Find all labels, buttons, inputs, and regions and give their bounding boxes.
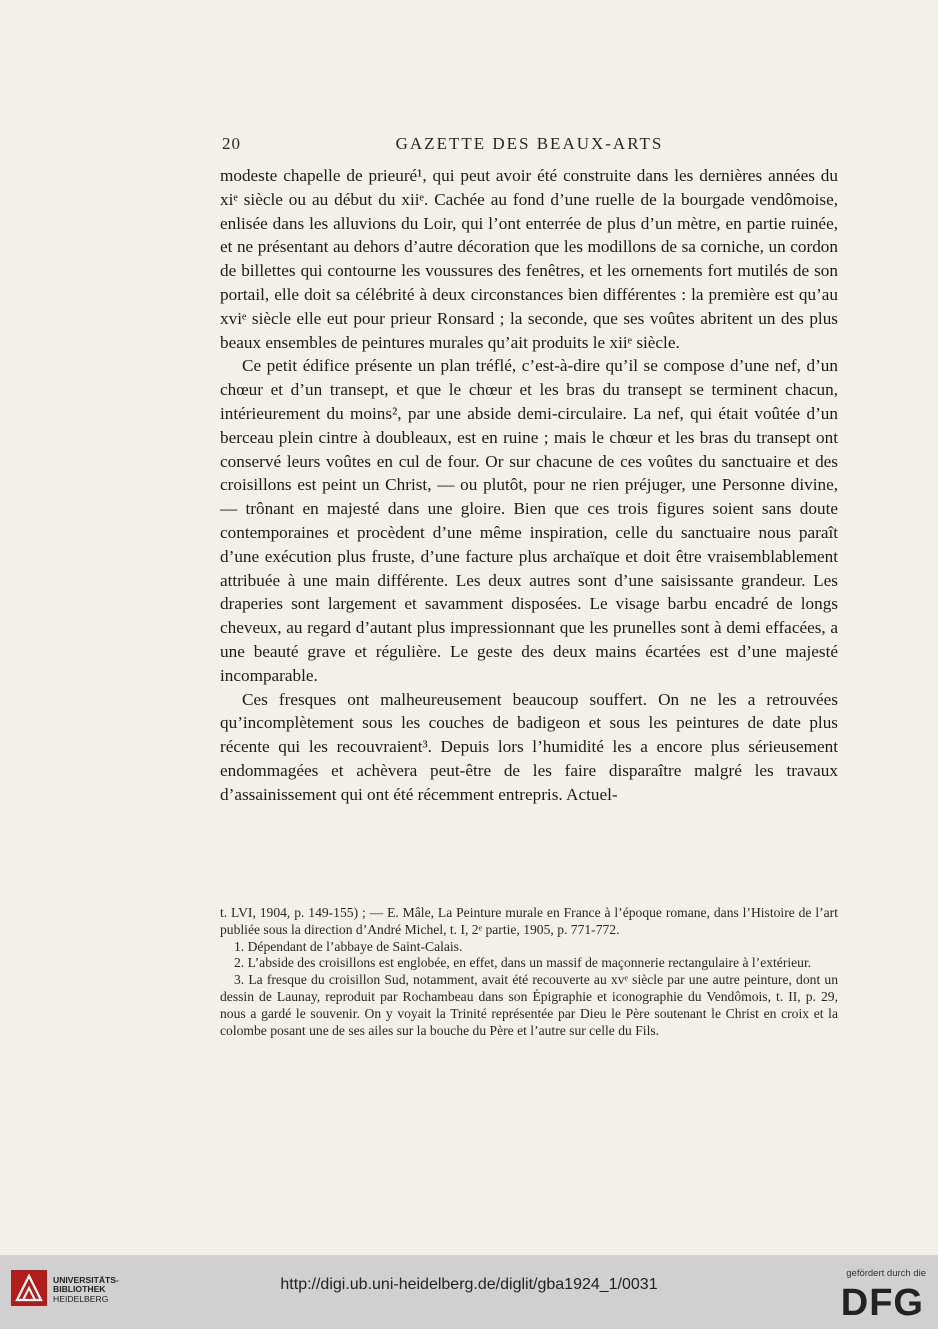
funder-caption: gefördert durch die <box>846 1268 926 1279</box>
library-name-line-3: HEIDELBERG <box>53 1293 109 1304</box>
footnotes <box>220 905 838 1039</box>
paragraph-3: Ces fresques ont malheureusement beaucoup souffert. On ne les a retrouvées qu’incomplètement sous les couches de badigeon et sous les peintures de date plus récente qui les recouvraient³. Depuis lors l’humidité les a encore plus sérieusement endommagées et achèvera peut-être de les faire disparaître malgré les travaux d’assainissement qui ont été récemment entrepris. Actuel- <box>220 689 838 804</box>
library-name-line-1: UNIVERSITÄTS- <box>53 1275 119 1285</box>
footnote-2: 2. L’abside des croisillons est englobée, en effet, dans un massif de maçonnerie rectangulaire à l’extérieur. <box>234 955 812 971</box>
library-name-line-2: BIBLIOTHEK <box>53 1284 106 1295</box>
footnote-1: 1. Dépendant de l’abbaye de Saint-Calais. <box>234 938 463 954</box>
page-number: 20 <box>222 134 241 153</box>
footnote-3: 3. La fresque du croisillon Sud, notamment, avait été recouverte au xvᵉ siècle par une autre peinture, dont un dessin de Launay, reproduit par Rochambeau dans son Épigraphie et iconographie du Vendômois, t. II, p. 29, nous a gardé le souvenir. On y voyait la Trinité représentée par Dieu le Père soutenant le Christ en croix et la colombe posant une de ses ailes sur la bouche du Père et l’autre sur celle du Fils. <box>220 972 838 1038</box>
footnote-continuation: t. LVI, 1904, p. 149-155) ; — E. Mâle, La Peinture murale en France à l’époque romane, dans l’Histoire de l’art publiée sous la direction d’André Michel, t. I, 2ᵉ partie, 1905, p. 771-772. <box>220 905 838 937</box>
running-header <box>222 134 837 158</box>
journal-title: GAZETTE DES BEAUX-ARTS <box>395 134 664 153</box>
permalink-url[interactable]: http://digi.ub.uni-heidelberg.de/diglit/gba1924_1/0031 <box>280 1276 658 1293</box>
paragraph-2: Ce petit édifice présente un plan tréflé, c’est-à-dire qu’il se compose d’une nef, d’un chœur et d’un transept, et que le chœur et les bras du transept se terminent chacun, intérieurement du moins², par une abside demi-circulaire. La nef, qui était voûtée d’un berceau plein cintre à doubleaux, est en ruine ; mais le chœur et les bras du transept ont conservé leurs voûtes en cul de four. Or sur chacune de ces voûtes du sanctuaire et des croisillons est peint un Christ, — ou plutôt, pour ne rien préjuger, une Personne divine, — trônant en majesté dans une gloire. Bien que ces trois figures soient sans doute contemporaines et procèdent d’une même inspiration, celle du sanctuaire nous paraît d’une exécution plus fruste, d’une facture plus archaïque et doit être vraisemblablement attribuée à une main différente. Les deux autres sont d’une saisissante grandeur. Les draperies sont largement et savamment disposées. Le visage barbu encadré de longs cheveux, au regard d’autant plus impressionnant que les prunelles sont à demi effacées, a une beauté grave et régulière. Le geste des deux mains écartées est d’une majesté incomparable. <box>220 356 838 685</box>
paragraph-1: modeste chapelle de prieuré¹, qui peut avoir été construite dans les dernières années du xiᵉ siècle ou au début du xiiᵉ. Cachée au fond d’une ruelle de la bourgade vendômoise, enlisée dans les alluvions du Loir, qui l’ont enterrée de plus d’un mètre, en partie ruinée, et ne présentant au dehors d’autre décoration que les modillons de sa corniche, un cordon de billettes qui contourne les voussures des fenêtres, et les ornements fort mutilés de son portail, elle doit sa célébrité à deux circonstances bien différentes : la première est qu’au xviᵉ siècle elle eut pour prieur Ronsard ; la seconde, que ses voûtes abritent un des plus beaux ensembles de peintures murales qu’ait produits le xiiᵉ siècle. <box>220 166 838 352</box>
dfg-logo[interactable]: DFG <box>840 1282 924 1324</box>
main-text <box>220 164 838 807</box>
